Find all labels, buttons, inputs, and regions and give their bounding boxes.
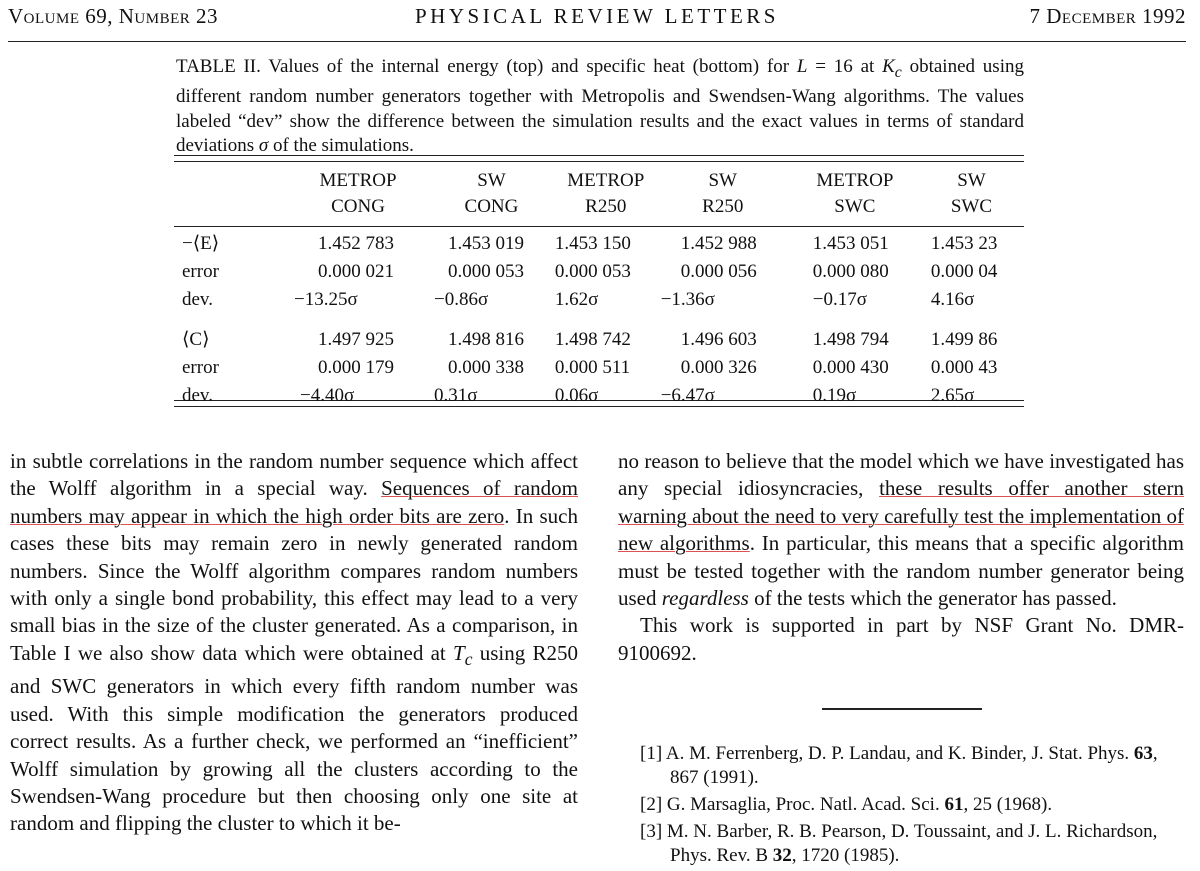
table-cell: 0.000 326 — [680, 357, 757, 378]
table-cell: 0.06σ — [554, 385, 599, 406]
issue-date: 7 December 1992 — [1029, 4, 1186, 28]
reference-item — [640, 742, 1185, 790]
subscript: c — [894, 63, 902, 81]
table-label: TABLE II. — [176, 56, 261, 77]
header-row-top — [176, 168, 1022, 194]
column-header: R250 — [702, 196, 744, 217]
reference-separator — [822, 708, 982, 710]
body-paragraph — [618, 448, 1184, 612]
column-header: METROP — [567, 170, 645, 191]
table-cell: 0.000 053 — [448, 261, 525, 282]
acknowledgment: This work is supported in part by NSF Grant No. DMR-9100692. — [618, 613, 1184, 665]
table-row — [176, 286, 1022, 314]
table-top-rule — [174, 155, 1024, 162]
header-rule — [8, 41, 1186, 42]
table-cell: 1.452 783 — [318, 233, 394, 254]
table-cell: 0.000 338 — [448, 357, 525, 378]
table-cell: −13.25σ — [294, 289, 358, 310]
body-paragraph — [10, 448, 578, 838]
reference-item — [640, 793, 1185, 817]
column-header: R250 — [585, 196, 627, 217]
caption-text: = 16 at — [807, 56, 883, 77]
table-cell: 1.452 988 — [680, 233, 757, 254]
table-cell: −1.36σ — [660, 289, 715, 310]
row-label: error — [182, 261, 219, 282]
row-label: dev. — [182, 385, 213, 406]
table-cell: 1.499 86 — [930, 329, 998, 350]
column-header: SW — [957, 170, 986, 191]
body-text: no reason to believe that the model which we have investigated has any special idiosyncracies, — [618, 449, 1184, 501]
body-text: . In particular, this means that a specific algorithm must be tested together with the random number generator being used — [618, 531, 1184, 611]
reference-text: , 1720 (1985). — [791, 845, 900, 866]
reference-text: G. Marsaglia, Proc. Natl. Acad. Sci. — [662, 794, 945, 815]
row-label: dev. — [182, 289, 213, 310]
table-cell: 0.000 04 — [930, 261, 998, 282]
journal-title: PHYSICAL REVIEW LETTERS — [415, 4, 779, 28]
reference-volume: 32 — [772, 845, 792, 866]
header-row-bottom — [176, 194, 1022, 220]
reference-number: [2] — [640, 794, 663, 815]
italic-text: regardless — [661, 586, 749, 611]
table-row — [176, 354, 1022, 382]
reference-text: , 867 (1991). — [670, 743, 1158, 788]
reference-volume: 61 — [944, 794, 964, 815]
body-text: using R250 and SWC generators in which every fifth random number was used. With this simple modification the generators produced correct results. As a further check, we performed an “inefficient” Wolff simulation by growing all the clusters according to the Swendsen-Wang procedure but then choosing only one site at random and flipping the cluster to which it be- — [10, 640, 579, 836]
table-cell: 0.31σ — [434, 385, 478, 406]
right-column — [618, 448, 1184, 667]
table-cell: −0.86σ — [434, 289, 489, 310]
table-row — [176, 230, 1022, 258]
caption-text: Values of the internal energy (top) and specific heat (bottom) for — [260, 56, 797, 77]
table-cell: 1.496 603 — [680, 329, 757, 350]
table-cell: 1.62σ — [554, 289, 599, 310]
row-label: −⟨E⟩ — [182, 233, 220, 254]
data-table — [176, 168, 1022, 410]
table-cell: 0.000 080 — [812, 261, 889, 282]
reference-item — [640, 820, 1185, 868]
highlighted-text: these results offer another stern warning about the need to very carefully test the implementation of new algorithms — [618, 476, 1184, 556]
reference-number: [1] — [640, 743, 663, 764]
table-cell: −4.40σ — [300, 385, 355, 406]
table-cell: 0.000 43 — [930, 357, 998, 378]
table-cell: 0.000 179 — [318, 357, 394, 378]
journal-volume: Volume 69, Number 23 — [8, 4, 219, 28]
table-cell: 0.000 021 — [318, 261, 394, 282]
table-cell: 0.000 053 — [554, 261, 631, 282]
table-cell: 1.453 23 — [930, 233, 998, 254]
subscript: c — [464, 649, 473, 670]
table-cell: 2.65σ — [930, 385, 975, 406]
table-cell: 0.000 430 — [812, 357, 889, 378]
reference-text: A. M. Ferrenberg, D. P. Landau, and K. Binder, J. Stat. Phys. — [662, 743, 1134, 764]
row-label: error — [182, 357, 219, 378]
row-label: ⟨C⟩ — [182, 329, 210, 350]
body-text: in subtle correlations in the random number sequence which affect the Wolff algorithm in a special way. — [10, 449, 578, 501]
table-cell: 1.498 742 — [554, 329, 631, 350]
table-cell: 1.497 925 — [318, 329, 394, 350]
table-row — [176, 258, 1022, 286]
left-column — [10, 448, 578, 838]
table-cell: 1.498 816 — [448, 329, 525, 350]
highlighted-text: Sequences of random numbers may appear in which the high order bits are zero — [10, 476, 578, 528]
table-cell: 1.498 794 — [812, 329, 889, 350]
table-row — [176, 382, 1022, 410]
reference-volume: 63 — [1133, 743, 1153, 764]
table-cell: 1.453 150 — [554, 233, 631, 254]
body-text: of the tests which the generator has passed. — [748, 586, 1117, 611]
running-header — [8, 4, 1186, 32]
reference-text: M. N. Barber, R. B. Pearson, D. Toussaint, and J. L. Richardson, Phys. Rev. B — [662, 821, 1158, 866]
table-cell: 4.16σ — [930, 289, 975, 310]
temperature-symbol: T — [453, 640, 465, 665]
reference-text: , 25 (1968). — [963, 794, 1053, 815]
column-header: CONG — [331, 196, 385, 217]
column-header: SW — [477, 170, 506, 191]
lattice-size-symbol: L — [796, 56, 808, 77]
column-header: SWC — [834, 196, 876, 217]
table-cell: 0.19σ — [812, 385, 857, 406]
coupling-symbol: K — [882, 56, 895, 77]
table-cell: 1.453 019 — [448, 233, 525, 254]
table-cell: 1.453 051 — [812, 233, 889, 254]
reference-number: [3] — [640, 821, 663, 842]
column-header: METROP — [319, 170, 397, 191]
caption-text: of the simulations. — [268, 135, 414, 157]
column-header: CONG — [464, 196, 519, 217]
reference-list — [640, 742, 1185, 871]
table-row — [176, 326, 1022, 354]
column-header: SWC — [950, 196, 993, 217]
sigma-symbol: σ — [258, 135, 269, 157]
table-cell: −0.17σ — [812, 289, 868, 310]
caption-text: obtained using different random number generators together with Metropolis and Swendsen-Wang algorithms. The values labeled “dev” show the difference between the simulation results and the exact values in terms of standard deviations — [176, 56, 1024, 157]
column-header: SW — [708, 170, 737, 191]
body-text: . In such cases these bits may remain zero in newly generated random numbers. Since the Wolff algorithm compares random numbers with only a single bond probability, this effect may lead to a very small bias in the size of the cluster generated. As a comparison, in Table I we also show data which were obtained at — [10, 503, 578, 665]
table-cell: −6.47σ — [660, 385, 715, 406]
column-header: METROP — [816, 170, 894, 191]
table-cell: 0.000 056 — [680, 261, 757, 282]
table-caption — [176, 55, 1024, 159]
table-cell: 0.000 511 — [554, 357, 631, 378]
